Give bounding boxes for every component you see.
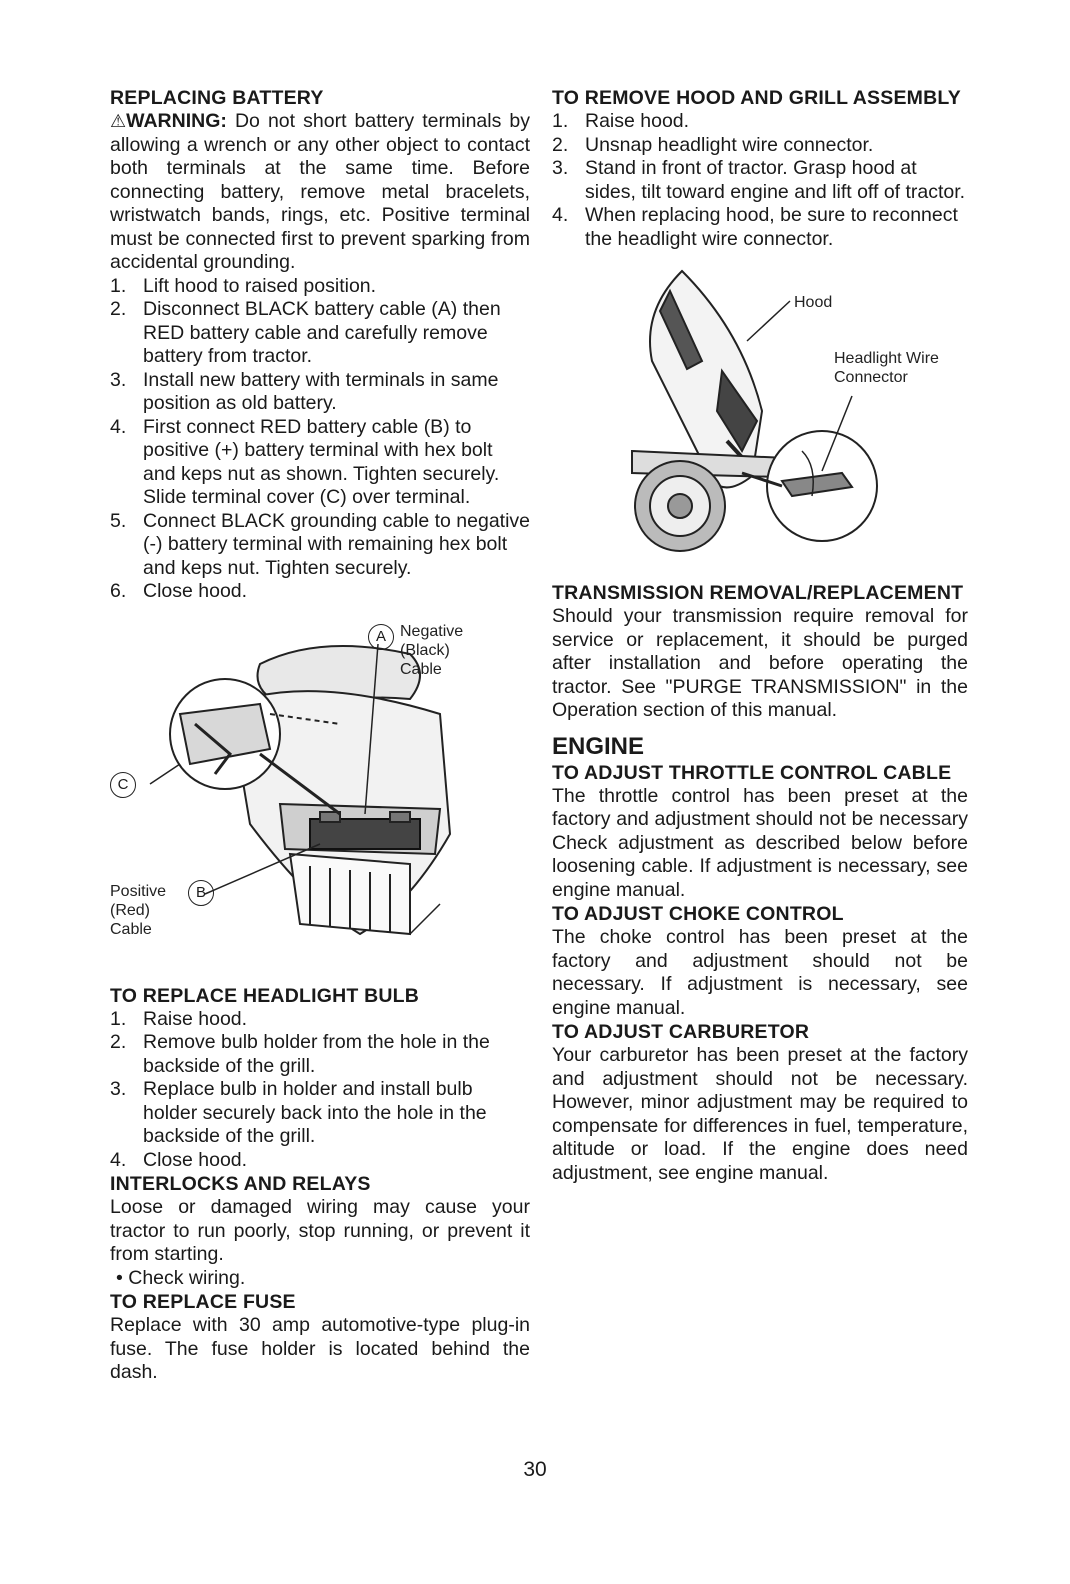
interlocks-bullet: • Check wiring. [116, 1266, 246, 1289]
headlight-heading: TO REPLACE HEADLIGHT BULB [110, 984, 420, 1007]
list-item: 3. Install new battery with terminals in same position as old battery. [110, 368, 499, 414]
transmission-text: Should your transmission require removal for service or replacement, it should be purged after installation and before operating the tractor. See "PURGE TRANSMISSION" in the Operation section of this manual. [552, 605, 968, 721]
hood-figure [552, 251, 968, 581]
fuse-heading: TO REPLACE FUSE [110, 1291, 296, 1313]
label-a-marker: A [368, 624, 394, 650]
hood-illustration [552, 251, 968, 581]
list-item: 4. First connect RED battery cable (B) to positive (+) battery terminal with hex bolt and keps nut as shown. Tighten securely. Slide terminal cover (C) over terminal. [110, 415, 500, 508]
battery-figure [110, 604, 530, 984]
interlocks-text: Loose or damaged wiring may cause your tractor to run poorly, stop running, or prevent it from starting. [110, 1196, 530, 1265]
warning-icon: ⚠ [110, 111, 127, 131]
fuse-text: Replace with 30 amp automotive-type plug-in fuse. The fuse holder is located behind the dash. [110, 1314, 530, 1383]
warning-label: WARNING: [126, 110, 227, 132]
list-item: 2. Remove bulb holder from the hole in the backside of the grill. [110, 1031, 490, 1077]
throttle-text: The throttle control has been preset at the factory and adjustment should not be necessary Check adjustment as described below before loosening cable. If adjustment is necessary, see engine manual. [552, 784, 968, 901]
connector-label: Headlight Wire Connector [834, 350, 939, 386]
page-number: 30 [523, 1458, 547, 1481]
choke-heading: TO ADJUST CHOKE CONTROL [552, 903, 844, 925]
choke-text: The choke control has been preset at the factory and adjustment should not be necessary. If adjustment is necessary, see engine manual. [552, 926, 968, 1019]
list-item: 1. Lift hood to raised position. [110, 274, 377, 297]
replacing-battery-heading: REPLACING BATTERY [110, 87, 324, 109]
transmission-heading: TRANSMISSION REMOVAL/REPLACEMENT [552, 582, 964, 604]
list-item: 1. Raise hood. [110, 1007, 248, 1030]
hood-heading: TO REMOVE HOOD AND GRILL ASSEMBLY [552, 87, 961, 109]
right-column [552, 86, 968, 1185]
list-item: 3. Stand in front of tractor. Grasp hood at sides, tilt toward engine and lift off of tractor. [552, 157, 966, 203]
throttle-heading: TO ADJUST THROTTLE CONTROL CABLE [552, 761, 952, 784]
carburetor-heading: TO ADJUST CARBURETOR [552, 1021, 810, 1043]
label-c-marker: C [110, 772, 136, 798]
list-item: 4. Close hood. [110, 1148, 248, 1171]
label-b-text: Positive (Red) Cable [110, 882, 167, 938]
list-item: 4. When replacing hood, be sure to reconnect the headlight wire connector. [552, 204, 958, 250]
label-a-text: Negative (Black) Cable [400, 622, 464, 678]
engine-heading: ENGINE [552, 732, 645, 760]
list-item: 2. Disconnect BLACK battery cable (A) then RED battery cable and carefully remove battery from tractor. [110, 298, 501, 367]
list-item: 1. Raise hood. [552, 110, 690, 132]
list-item: 5. Connect BLACK grounding cable to negative (-) battery terminal with remaining hex bolt and keps nut. Tighten securely. [110, 509, 531, 579]
headlight-steps [110, 1008, 530, 1173]
interlocks-heading: INTERLOCKS AND RELAYS [110, 1173, 371, 1195]
battery-steps [110, 275, 530, 604]
label-b-marker: B [188, 880, 214, 906]
hood-label: Hood [794, 294, 833, 311]
hood-steps [552, 110, 968, 251]
list-item: 2. Unsnap headlight wire connector. [552, 133, 874, 156]
left-column [110, 86, 530, 1385]
battery-warning [110, 110, 530, 275]
warning-text: Do not short battery terminals by allowing a wrench or any other object to contact both terminals at the same time. Before connecting battery, remove metal bracelets, wristwatch bands, rings, etc. Positive terminal must be connected first to prevent sparking from accidental grounding. [110, 110, 530, 273]
list-item: 3. Replace bulb in holder and install bulb holder securely back into the hole in the backside of the grill. [110, 1078, 487, 1147]
list-item: 6. Close hood. [110, 580, 248, 602]
carburetor-text: Your carburetor has been preset at the factory and adjustment should not be necessary. However, minor adjustment may be required to compensate for differences in fuel, temperature, altitude or load. If the engine does need adjustment, see engine manual. [552, 1044, 968, 1184]
